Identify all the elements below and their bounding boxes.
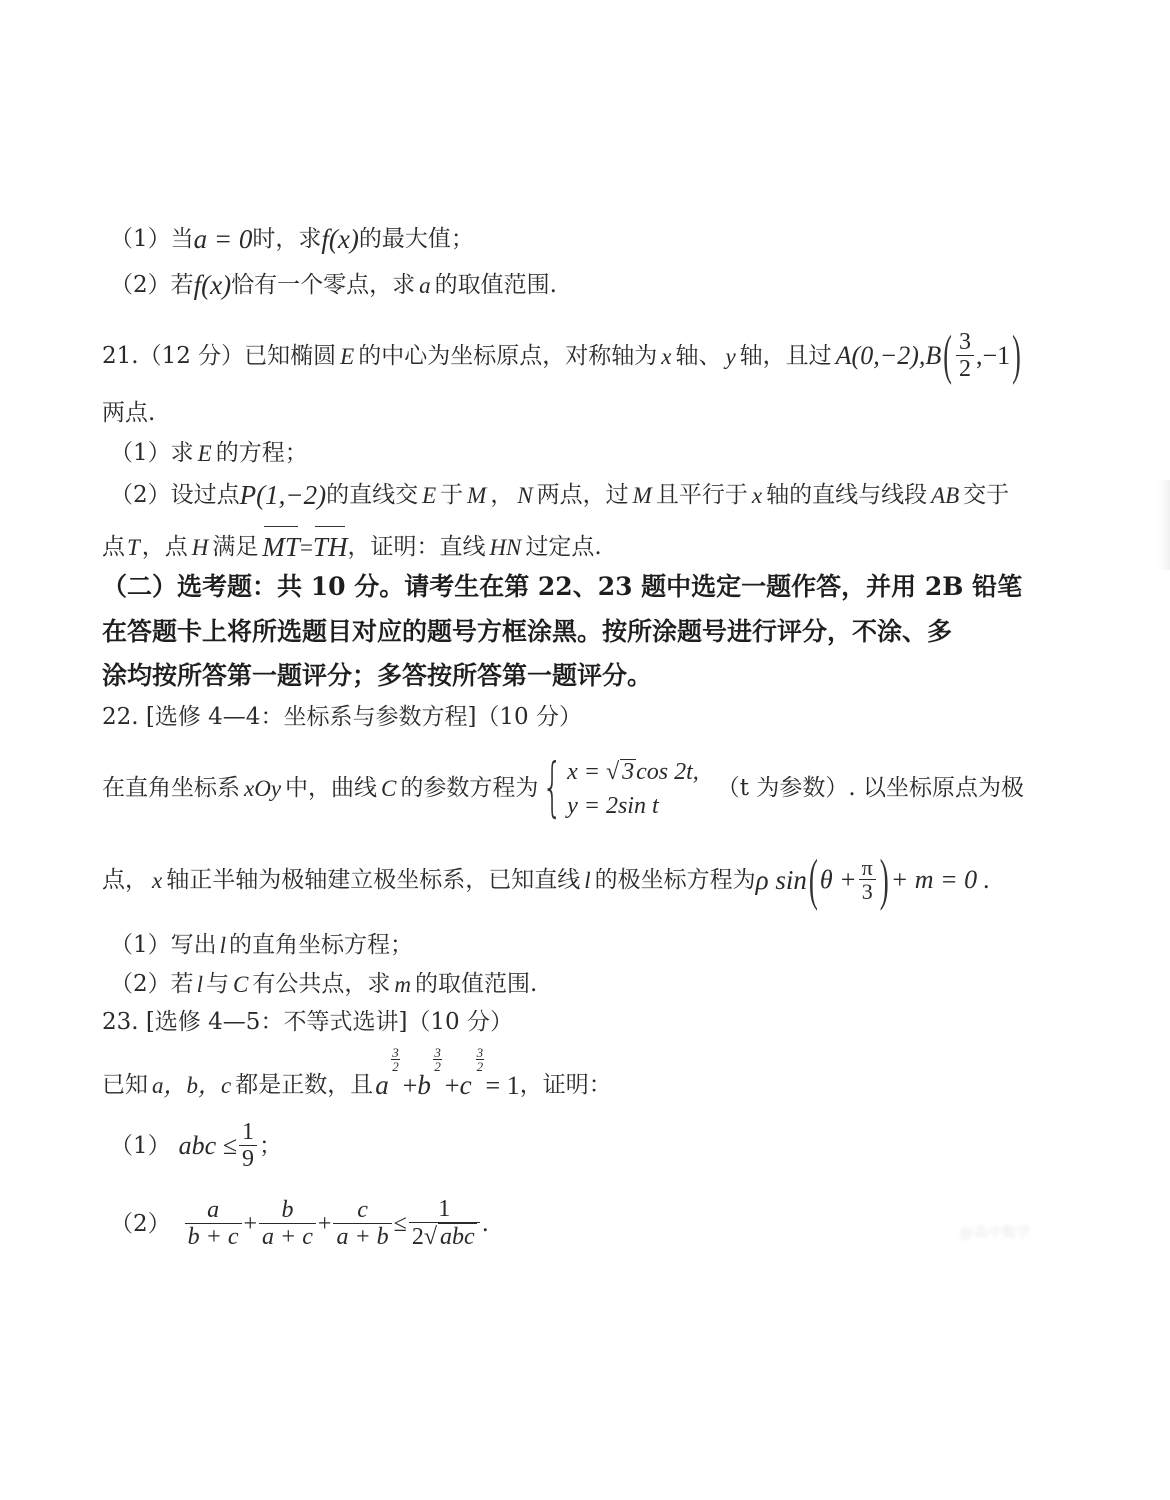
math: l bbox=[219, 933, 227, 958]
q21-part2 bbox=[110, 482, 1009, 509]
math: H bbox=[191, 535, 209, 560]
math: A(0,−2), bbox=[835, 341, 926, 371]
denominator: a + c bbox=[259, 1223, 316, 1250]
numerator: 3 bbox=[434, 1045, 441, 1060]
text: （t 为参数）. 以坐标原点为极 bbox=[716, 774, 1024, 801]
text: ， bbox=[490, 482, 514, 508]
text: 于 bbox=[440, 482, 464, 508]
math: l bbox=[584, 867, 591, 893]
sqrt-arg: abc bbox=[440, 1224, 475, 1251]
denominator: 2 bbox=[392, 1059, 399, 1074]
text: （2）设过点 bbox=[110, 482, 240, 508]
math: E bbox=[422, 483, 437, 508]
math: T bbox=[127, 535, 140, 560]
numerator: π bbox=[861, 854, 873, 880]
math: a bbox=[419, 273, 431, 298]
denominator: b + c bbox=[185, 1223, 242, 1250]
fraction bbox=[259, 1198, 316, 1251]
scan-edge bbox=[1158, 480, 1170, 570]
q23-part2: （2） $\frac{a}{b + c}$ + $\frac{b}{a + c}$ + $\frac{c}{a + b}$ ≤ $\frac{1}{\text{2√ abc}}$ . bbox=[110, 1196, 489, 1251]
equals: = bbox=[299, 535, 313, 560]
math: abc ≤ bbox=[178, 1131, 237, 1160]
text: 两点，过 bbox=[536, 482, 629, 508]
base: c bbox=[459, 1070, 472, 1100]
math: x bbox=[661, 343, 672, 369]
math: ρ sin bbox=[755, 864, 807, 895]
q22-part2 bbox=[110, 973, 537, 996]
text: ，证明：直线 bbox=[347, 534, 486, 560]
q23-header: 23. [选修 4—5：不等式选讲]（10 分） bbox=[102, 1009, 513, 1035]
math: E bbox=[197, 441, 212, 466]
math: B bbox=[925, 341, 942, 371]
q22-stem bbox=[102, 748, 1024, 828]
base: a bbox=[375, 1070, 389, 1100]
text: 的直角坐标方程； bbox=[229, 932, 414, 958]
text: . bbox=[481, 1210, 489, 1237]
math: HN bbox=[489, 535, 522, 560]
plus: + bbox=[444, 1070, 460, 1100]
denominator: 2 bbox=[476, 1059, 484, 1074]
q21-part2-cont bbox=[102, 534, 602, 561]
denominator: 2 bbox=[956, 355, 974, 382]
numerator: b bbox=[281, 1196, 294, 1223]
text: （1）写出 bbox=[110, 932, 217, 958]
text: 交于 bbox=[963, 482, 1010, 508]
math: f(x) bbox=[193, 270, 232, 300]
q23-stem bbox=[102, 1045, 612, 1100]
text: 轴的直线与线段 bbox=[766, 482, 928, 508]
text: 轴、 bbox=[675, 342, 722, 369]
fraction bbox=[239, 1120, 257, 1173]
math: M bbox=[467, 483, 487, 508]
math: f(x) bbox=[321, 224, 359, 254]
text: 都是正数，且 bbox=[235, 1072, 374, 1098]
text: 与 bbox=[206, 971, 230, 997]
math: x bbox=[751, 483, 763, 508]
text: 的中心为坐标原点，对称轴为 bbox=[358, 342, 658, 369]
leq: ≤ bbox=[393, 1211, 407, 1237]
q21-part1 bbox=[110, 442, 308, 465]
score: （12 分） bbox=[138, 342, 245, 369]
numerator: 1 bbox=[438, 1196, 451, 1223]
plus: + bbox=[402, 1070, 418, 1100]
text: 过定点. bbox=[525, 534, 602, 560]
text: 中，曲线 bbox=[285, 774, 378, 801]
denominator: a + b bbox=[333, 1223, 391, 1250]
q22-part1 bbox=[110, 934, 413, 957]
text: 有公共点，求 bbox=[252, 971, 391, 997]
text: 点， bbox=[102, 866, 148, 893]
fraction bbox=[956, 330, 974, 383]
q21-stem-cont bbox=[102, 402, 155, 425]
eq1-lhs: x = bbox=[567, 758, 606, 785]
numerator: a bbox=[207, 1196, 220, 1223]
brace-icon: { bbox=[542, 751, 563, 825]
text: ； bbox=[258, 1132, 282, 1159]
text: （2）若 bbox=[110, 272, 194, 298]
vector-MT: MT bbox=[262, 532, 300, 562]
q20-part1 bbox=[110, 226, 474, 253]
text: 的取值范围. bbox=[415, 971, 538, 997]
text: （1）求 bbox=[110, 440, 194, 466]
b-power bbox=[417, 1045, 441, 1100]
text: （2）若 bbox=[110, 971, 194, 997]
math: + m = 0 . bbox=[890, 865, 991, 894]
math: C bbox=[381, 775, 397, 801]
question-number: 21. bbox=[102, 342, 139, 369]
section2-line1: （二）选考题：共 10 分。请考生在第 22、23 题中选定一题作答，并用 2B 铅笔 bbox=[102, 572, 1023, 601]
q22-header: 22. [选修 4—4：坐标系与参数方程]（10 分） bbox=[102, 704, 582, 730]
section2-line3: 涂均按所答第一题评分；多答按所答第一题评分。 bbox=[102, 661, 653, 690]
coef: 2 bbox=[411, 1224, 424, 1251]
math: y bbox=[725, 343, 736, 369]
text: 的极坐标方程为 bbox=[594, 866, 756, 893]
math: C bbox=[233, 972, 249, 997]
math: E bbox=[340, 343, 355, 369]
text: 且平行于 bbox=[655, 482, 748, 508]
eq2: y = 2sin t bbox=[567, 792, 659, 819]
eq1-rhs: cos 2t, bbox=[636, 758, 699, 785]
denominator: 9 bbox=[239, 1145, 257, 1172]
text: 的最大值； bbox=[358, 226, 474, 252]
watermark: @高中数学 bbox=[960, 1225, 1030, 1241]
fraction bbox=[859, 856, 876, 904]
numerator: 1 bbox=[241, 1118, 254, 1145]
text: 恰有一个零点，求 bbox=[231, 272, 416, 298]
math: m bbox=[394, 972, 411, 997]
text: 的直线交 bbox=[326, 482, 419, 508]
vector-TH: TH bbox=[312, 532, 348, 562]
text: （2） bbox=[110, 1210, 171, 1237]
q22-stem-cont: 点， x 轴正半轴为极轴建立极坐标系，已知直线 l 的极坐标方程为 ρ sin ( θ + $\frac{\pi}{3}$ ) + m = 0 . bbox=[102, 847, 991, 911]
math: x bbox=[152, 867, 163, 893]
equals-one: = 1 bbox=[485, 1070, 520, 1100]
text: 轴，且过 bbox=[739, 342, 832, 369]
text: ，点 bbox=[141, 534, 188, 560]
math: xOy bbox=[244, 775, 282, 801]
text: 两点. bbox=[102, 400, 156, 426]
text: （1）当 bbox=[110, 226, 194, 252]
numerator: 3 bbox=[476, 1045, 484, 1060]
base: b bbox=[417, 1070, 431, 1100]
math: P(1,−2) bbox=[239, 480, 327, 510]
text: 满足 bbox=[212, 534, 259, 560]
text: 点 bbox=[102, 534, 125, 560]
q23-part1 bbox=[110, 1118, 282, 1174]
text: 已知椭圆 bbox=[244, 342, 337, 369]
numerator: c bbox=[357, 1196, 368, 1223]
text: 已知 bbox=[102, 1072, 148, 1098]
denominator: 2 bbox=[434, 1059, 441, 1074]
math: AB bbox=[931, 483, 960, 508]
numerator: 3 bbox=[392, 1045, 399, 1060]
text: 轴正半轴为极轴建立极坐标系，已知直线 bbox=[166, 866, 581, 893]
parametric-system: x = √ 3cos 2t, y = 2sin t bbox=[567, 758, 699, 819]
denominator: 3 bbox=[859, 879, 876, 904]
text: 的取值范围. bbox=[434, 272, 557, 298]
math: N bbox=[517, 483, 533, 508]
sqrt-arg: 3 bbox=[622, 758, 635, 785]
math: a，b，c bbox=[152, 1073, 232, 1098]
c-power bbox=[459, 1045, 484, 1100]
math: a = 0 bbox=[193, 224, 253, 254]
math: M bbox=[632, 483, 652, 508]
math: ,−1 bbox=[975, 341, 1011, 371]
text: （1） bbox=[110, 1132, 171, 1159]
text: ，证明： bbox=[519, 1072, 612, 1098]
text: 的方程； bbox=[215, 440, 308, 466]
q20-part2 bbox=[110, 272, 557, 299]
numerator: 3 bbox=[958, 329, 971, 355]
fraction: $\frac{1}{\text{2√ abc}}$ bbox=[409, 1197, 480, 1251]
q21-stem: 21. （12 分） 已知椭圆 E 的中心为坐标原点，对称轴为 x 轴、 y 轴，且过 A(0,−2), B ( $\frac{3}{2}$ ,−1 ) bbox=[102, 324, 1021, 386]
math: θ + bbox=[819, 865, 857, 894]
fraction bbox=[333, 1198, 391, 1251]
text: 在直角坐标系 bbox=[102, 774, 240, 801]
a-power bbox=[375, 1045, 399, 1100]
text: 的参数方程为 bbox=[400, 774, 539, 801]
math: l bbox=[196, 972, 204, 997]
section2-line2: 在答题卡上将所选题目对应的题号方框涂黑。按所涂题号进行评分，不涂、多 bbox=[102, 617, 953, 646]
text: 时，求 bbox=[252, 226, 322, 252]
fraction bbox=[185, 1198, 242, 1251]
